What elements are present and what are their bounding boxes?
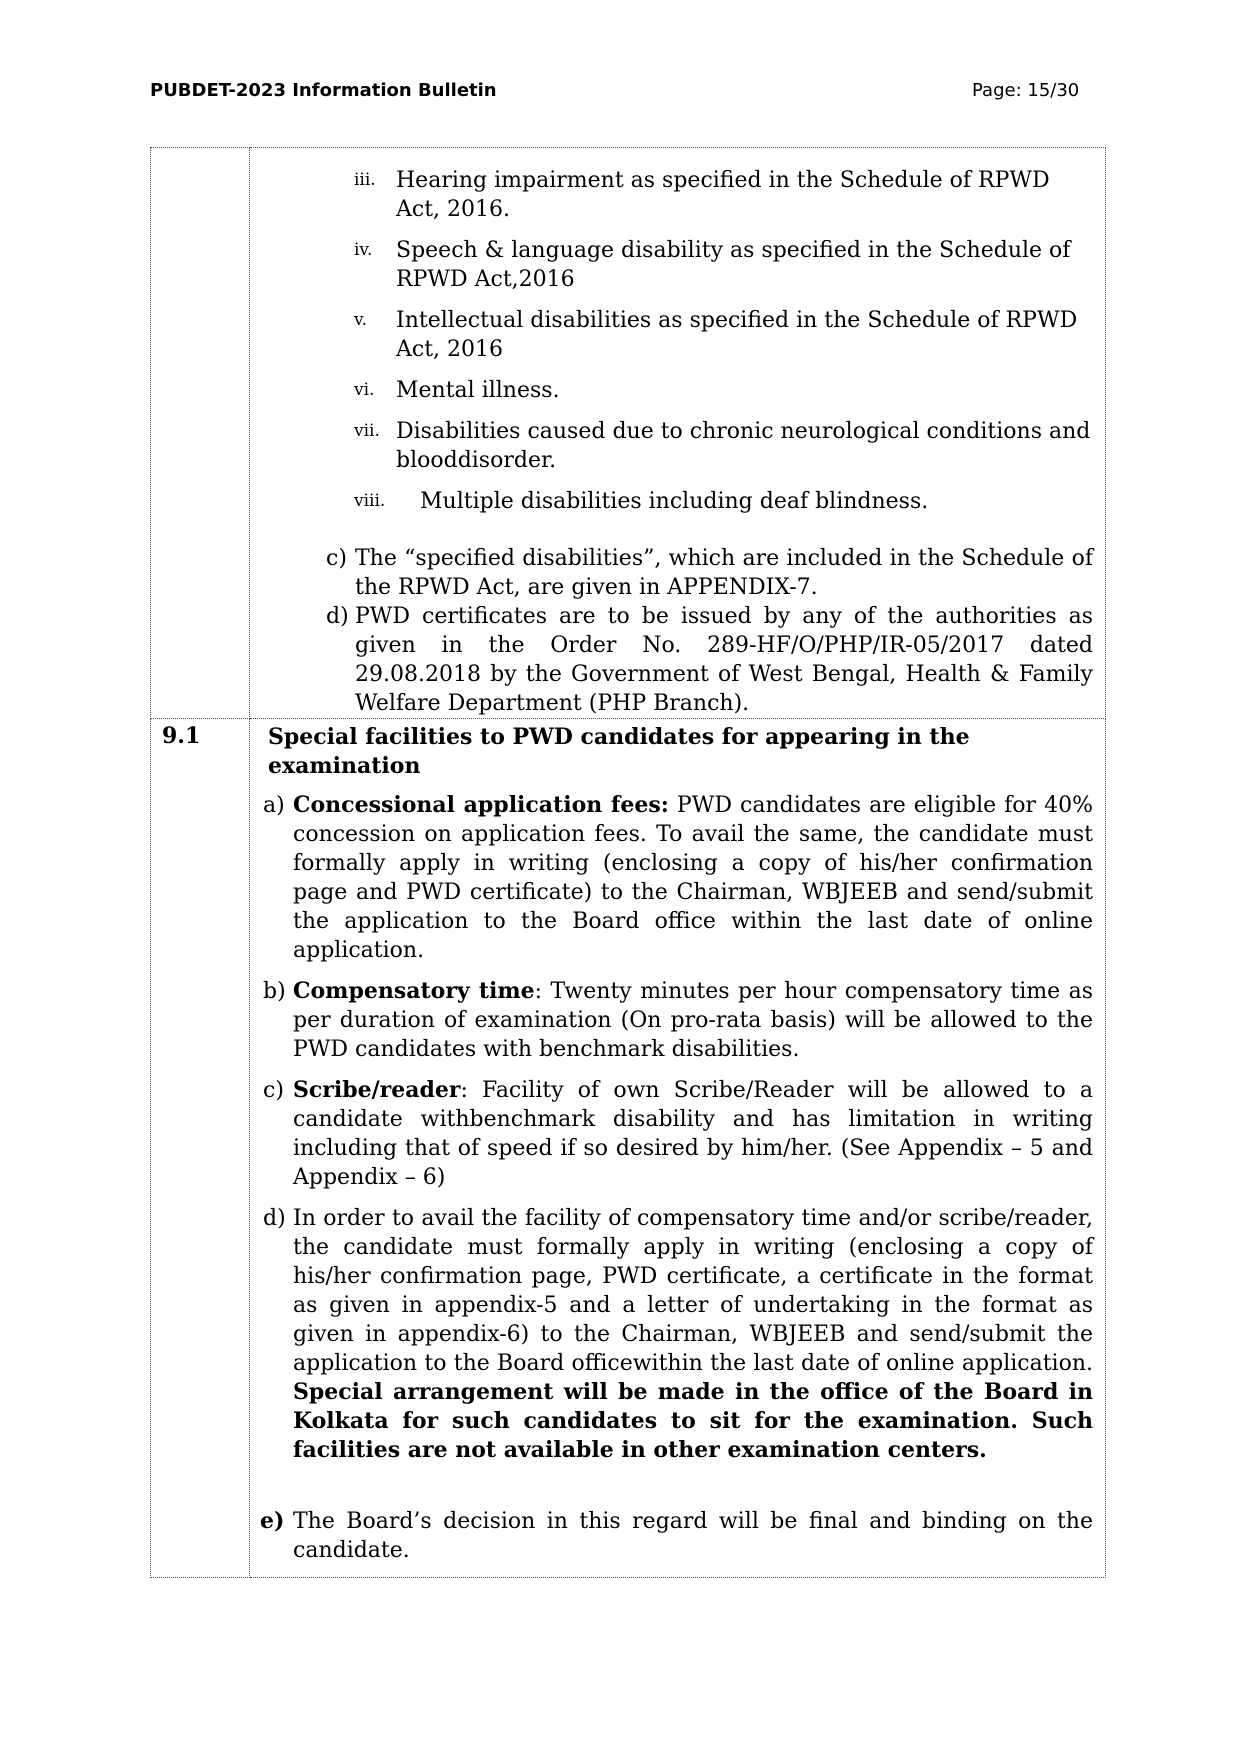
list-item bbox=[250, 544, 1093, 602]
item-text: The Board’s decision in this regard will be final and binding on the candidate. bbox=[293, 1509, 1093, 1563]
section-number-cell bbox=[151, 719, 250, 1578]
item-text: The “specified disabilities”, which are included in the Schedule of the RPWD Act, are given in APPENDIX-7. bbox=[355, 546, 1093, 600]
item-number: e) bbox=[260, 1508, 285, 1534]
item-number: vii. bbox=[354, 421, 380, 441]
item-text: Disabilities caused due to chronic neurological conditions and blooddisorder. bbox=[396, 419, 1091, 473]
list-item bbox=[250, 417, 1093, 475]
item-number: c) bbox=[326, 546, 347, 571]
document-title: PUBDET-2023 Information Bulletin bbox=[150, 80, 497, 101]
page-number: Page: 15/30 bbox=[972, 80, 1080, 101]
list-item bbox=[250, 376, 1093, 405]
item-text: PWD candidates are eligible for 40% concession on application fees. To avail the same, the candidate must formally apply in writing (enclosing a copy of his/her confirmation page and PWD certificate) to the Chairman, WBJEEB and send/submit the application to the Board office within the last date of online application. bbox=[293, 793, 1093, 963]
item-text: : Twenty minutes per hour compensatory time as per duration of examination (On pro-rata basis) will be allowed to the PWD candidates with benchmark disabilities. bbox=[293, 979, 1093, 1062]
item-text: Speech & language disability as specified in the Schedule of RPWD Act,2016 bbox=[396, 238, 1071, 292]
list-item bbox=[250, 791, 1093, 965]
list-item bbox=[250, 1076, 1093, 1192]
disability-list-cell bbox=[250, 148, 1106, 719]
content-table bbox=[150, 147, 1106, 1578]
item-number: vi. bbox=[354, 380, 375, 400]
item-number: d) bbox=[263, 1206, 286, 1231]
list-item bbox=[250, 166, 1093, 224]
item-text: Hearing impairment as specified in the Schedule of RPWD Act, 2016. bbox=[396, 168, 1050, 222]
list-item bbox=[250, 977, 1093, 1064]
item-emphasis: Special arrangement will be made in the office of the Board in Kolkata for such candidates to sit for the examination. Such facilities are not available in other examination centers. bbox=[293, 1379, 1093, 1463]
item-text: Intellectual disabilities as specified in the Schedule of RPWD Act, 2016 bbox=[396, 308, 1078, 362]
item-heading: Concessional application fees: bbox=[293, 792, 669, 818]
item-number: v. bbox=[354, 310, 367, 330]
list-item bbox=[250, 1507, 1093, 1565]
item-number: d) bbox=[326, 604, 349, 629]
list-item bbox=[250, 1204, 1093, 1465]
section-number-cell-empty bbox=[151, 148, 250, 719]
list-item bbox=[250, 306, 1093, 364]
item-number: viii. bbox=[354, 491, 386, 511]
section-title: Special facilities to PWD candidates for appearing in the examination bbox=[268, 724, 970, 779]
list-item bbox=[250, 602, 1093, 718]
item-text: : Facility of own Scribe/Reader will be allowed to a candidate withbenchmark disability and has limitation in writing including that of speed if so desired by him/her. (See Appendix – 5 and Appendix – 6) bbox=[293, 1078, 1093, 1190]
item-text: Multiple disabilities including deaf blindness. bbox=[420, 489, 929, 514]
item-text: PWD certificates are to be issued by any of the authorities as given in the Order No. 289-HF/O/PHP/IR-05/2017 dated 29.08.2018 by the Government of West Bengal, Health & Family Welfare Department (PHP Branch). bbox=[355, 604, 1093, 716]
section-content-cell bbox=[250, 719, 1106, 1578]
item-number: c) bbox=[263, 1078, 284, 1103]
item-number: b) bbox=[263, 979, 286, 1004]
item-heading: Scribe/reader bbox=[293, 1077, 461, 1103]
table-row bbox=[151, 148, 1106, 719]
list-item bbox=[250, 236, 1093, 294]
section-number: 9.1 bbox=[162, 723, 201, 749]
item-text: Mental illness. bbox=[396, 378, 560, 403]
item-number: a) bbox=[263, 793, 285, 818]
item-number: iv. bbox=[354, 240, 373, 260]
table-row bbox=[151, 719, 1106, 1578]
item-heading: Compensatory time bbox=[293, 978, 535, 1004]
item-number: iii. bbox=[354, 170, 376, 190]
list-item bbox=[250, 487, 1093, 516]
item-text: In order to avail the facility of compensatory time and/or scribe/reader, the candidate must formally apply in writing (enclosing a copy of his/her confirmation page, PWD certificate, a certificate in the format as given in appendix-5 and a letter of undertaking in the format as given in appendix-6) to the Chairman, WBJEEB and send/submit the application to the Board officewithin the last date of online application. bbox=[293, 1206, 1093, 1376]
